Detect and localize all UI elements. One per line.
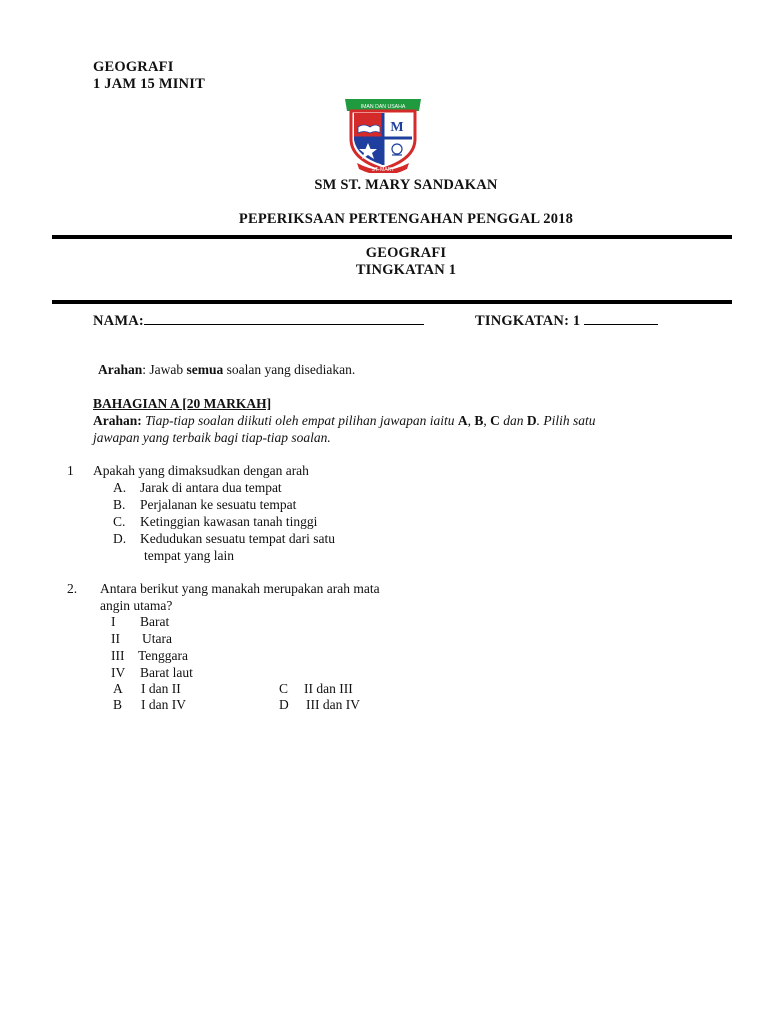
q2-choice-d-text: III dan IV [306, 697, 360, 712]
q2-item-roman: II [111, 631, 120, 646]
letter-c: C [490, 413, 500, 428]
top-divider [52, 235, 732, 239]
section-a-line1-post: . Pilih satu [536, 413, 596, 428]
letter-a: A [457, 413, 468, 428]
general-instruction [98, 362, 355, 379]
q1-option-d-text: Kedudukan sesuatu tempat dari satu [140, 531, 335, 546]
dan-word: dan [499, 413, 527, 428]
form-field[interactable] [475, 313, 658, 330]
q1-text: Apakah yang dimaksudkan dengan arah [93, 463, 309, 478]
q2-item-roman: IV [111, 665, 126, 680]
q2-choice-b-letter: B [113, 697, 123, 712]
school-name: SM ST. MARY SANDAKAN [314, 177, 498, 193]
form-label: TINGKATAN: 1 [475, 313, 581, 329]
q2-item-text: Tenggara [138, 648, 189, 663]
q2-choice-d-letter: D [279, 697, 289, 712]
subject-header: GEOGRAFI [93, 59, 174, 75]
sep-2: , [483, 413, 491, 428]
instruction-emphasis: semua [186, 362, 224, 377]
name-label: NAMA: [93, 313, 144, 329]
letter-b: B [474, 413, 484, 428]
q1-number: 1 [67, 463, 74, 478]
q2-number: 2. [67, 581, 78, 596]
q2-choice-b-text: I dan IV [141, 697, 186, 712]
duration-header: 1 JAM 15 MINIT [93, 76, 205, 92]
svg-text:M: M [390, 120, 404, 135]
q2-item-roman: I [111, 614, 116, 629]
section-a-arahan-label: Arahan: [93, 413, 142, 428]
q2-choice-c-letter: C [279, 681, 289, 696]
q1-option-d-continuation: tempat yang lain [144, 548, 234, 563]
q1-option-c-letter: C. [113, 514, 126, 529]
q1-option-b-letter: B. [113, 497, 126, 512]
q2-item-text: Utara [142, 631, 172, 646]
q2-text-line2: angin utama? [100, 598, 173, 613]
section-a-line1-pre: Tiap-tiap soalan diikuti oleh empat pilihan jawapan iaitu [145, 413, 458, 428]
q1-option-d-letter: D. [113, 531, 127, 546]
q2-choice-a-letter: A [113, 681, 123, 696]
name-field[interactable] [93, 313, 424, 330]
section-a-title: BAHAGIAN A [20 MARKAH] [93, 396, 272, 411]
instruction-text-post: soalan yang disediakan. [223, 362, 356, 377]
q2-choice-c-text: II dan III [304, 681, 353, 696]
school-crest-logo [343, 95, 423, 173]
q2-item-text: Barat laut [140, 665, 193, 680]
q2-item-text: Barat [140, 614, 170, 629]
q1-option-a-text: Jarak di antara dua tempat [140, 480, 282, 495]
exam-title: PEPERIKSAAN PERTENGAHAN PENGGAL 2018 [238, 211, 574, 227]
crest-motto-text: IMAN DAN USAHA [360, 104, 406, 110]
q1-option-b-text: Perjalanan ke sesuatu tempat [140, 497, 297, 512]
form-title: TINGKATAN 1 [355, 262, 457, 278]
q1-option-a-letter: A. [113, 480, 127, 495]
letter-d: D [526, 413, 537, 428]
sep-1: , [467, 413, 475, 428]
q1-option-c-text: Ketinggian kawasan tanah tinggi [140, 514, 318, 529]
form-blank[interactable] [584, 324, 658, 325]
crest-ribbon-text: ST. MARY [371, 167, 395, 173]
q2-choice-a-text: I dan II [141, 681, 181, 696]
q2-item-roman: III [111, 648, 125, 663]
name-blank[interactable] [144, 324, 424, 325]
bottom-divider [52, 300, 732, 304]
section-a-instruction-line1 [93, 413, 596, 430]
instruction-label: Arahan [98, 362, 143, 377]
instruction-text-pre: : Jawab [142, 362, 187, 377]
q2-text-line1: Antara berikut yang manakah merupakan arah mata [100, 581, 380, 596]
subject-title: GEOGRAFI [365, 245, 447, 261]
section-a-instruction-line2: jawapan yang terbaik bagi tiap-tiap soalan. [93, 430, 331, 445]
